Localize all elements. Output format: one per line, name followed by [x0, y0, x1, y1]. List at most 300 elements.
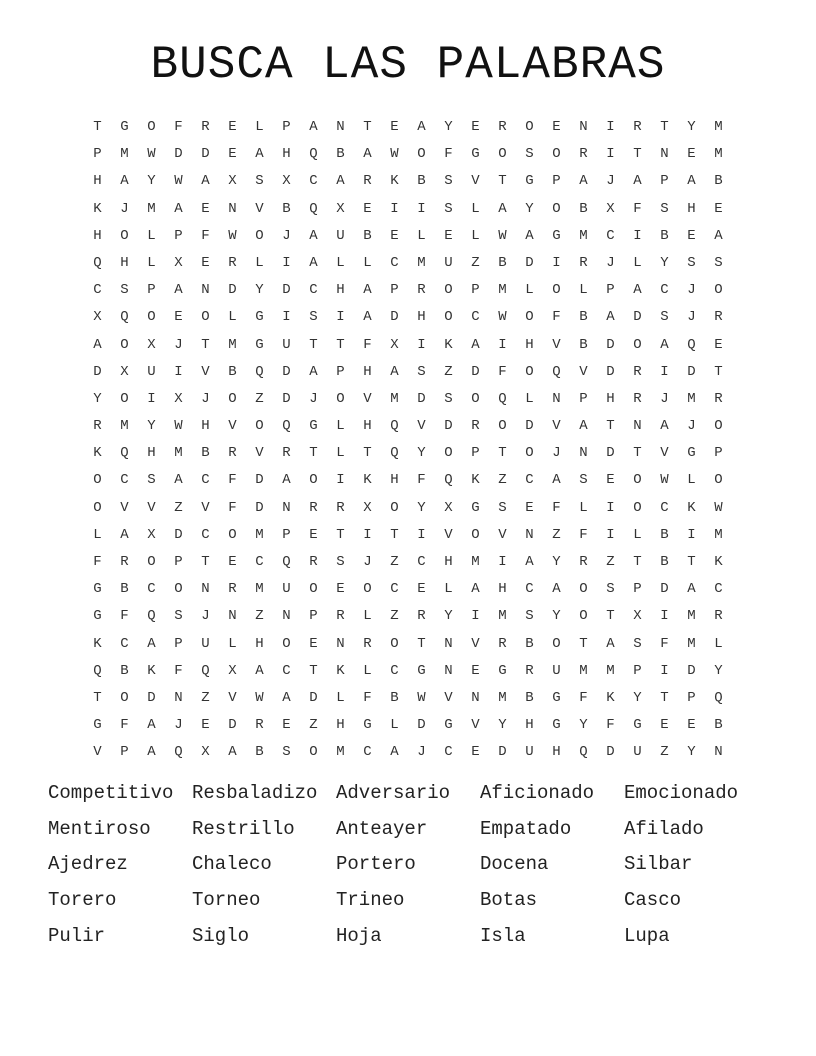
grid-letter: O — [444, 445, 453, 462]
grid-letter: I — [498, 336, 507, 353]
grid-letter: H — [525, 336, 534, 353]
grid-letter: M — [471, 554, 480, 570]
grid-letter: T — [309, 662, 318, 679]
grid-letter: L — [525, 282, 534, 299]
grid-letter: S — [525, 146, 534, 163]
word-item: Portero — [336, 853, 416, 876]
grid-letter: V — [201, 363, 210, 380]
grid-letter: O — [498, 418, 507, 435]
grid-letter: K — [444, 336, 453, 353]
grid-letter: L — [147, 254, 156, 271]
grid-letter: Q — [309, 146, 318, 163]
grid-letter: P — [120, 744, 129, 761]
grid-letter: X — [363, 499, 372, 516]
grid-letter: T — [579, 635, 588, 652]
grid-letter: V — [552, 336, 561, 353]
grid-letter: U — [633, 744, 642, 761]
grid-letter: S — [309, 309, 318, 326]
grid-letter: P — [552, 173, 561, 190]
grid-letter: O — [633, 336, 642, 353]
grid-row — [84, 359, 732, 386]
grid-letter: O — [552, 200, 561, 217]
grid-letter: W — [255, 689, 264, 706]
grid-letter: O — [228, 390, 237, 407]
grid-letter: S — [282, 744, 291, 761]
grid-letter: H — [390, 472, 399, 489]
grid-letter: E — [525, 499, 534, 516]
grid-letter: S — [498, 499, 507, 516]
grid-letter: R — [471, 418, 480, 435]
grid-letter: A — [471, 336, 480, 353]
grid-letter: O — [525, 445, 534, 462]
grid-letter: I — [174, 363, 183, 380]
grid-letter: A — [660, 336, 669, 353]
grid-letter: W — [228, 227, 237, 244]
grid-letter: R — [633, 119, 642, 135]
grid-letter: A — [147, 717, 156, 734]
grid-letter: R — [228, 445, 237, 462]
grid-letter: V — [255, 200, 264, 217]
grid-letter: I — [606, 499, 615, 516]
grid-letter: E — [228, 146, 237, 163]
grid-letter: P — [147, 282, 156, 299]
grid-letter: Y — [498, 717, 507, 734]
grid-letter: O — [201, 309, 210, 326]
grid-letter: V — [579, 363, 588, 380]
grid-letter: D — [282, 363, 291, 380]
grid-letter: L — [579, 282, 588, 299]
grid-letter: G — [498, 662, 507, 679]
grid-letter: E — [714, 336, 723, 353]
grid-row — [84, 114, 732, 141]
grid-letter: I — [471, 608, 480, 625]
grid-letter: N — [660, 146, 669, 163]
grid-letter: E — [201, 254, 210, 271]
word-item: Empatado — [480, 817, 572, 840]
grid-letter: L — [255, 119, 264, 135]
grid-letter: B — [390, 689, 399, 706]
grid-letter: D — [687, 363, 696, 380]
grid-letter: A — [714, 227, 723, 244]
grid-letter: A — [174, 200, 183, 217]
word-item: Afilado — [624, 817, 704, 840]
grid-letter: L — [363, 662, 372, 679]
grid-letter: W — [498, 227, 507, 244]
grid-letter: D — [687, 662, 696, 679]
grid-letter: X — [147, 526, 156, 543]
grid-row — [84, 495, 732, 522]
grid-letter: Y — [417, 499, 426, 516]
grid-letter: B — [660, 526, 669, 543]
grid-letter: D — [228, 282, 237, 299]
grid-letter: U — [552, 662, 561, 679]
grid-letter: W — [174, 173, 183, 190]
grid-letter: N — [444, 662, 453, 679]
grid-row — [84, 631, 732, 658]
grid-letter: J — [309, 390, 318, 407]
grid-letter: C — [660, 282, 669, 299]
grid-letter: Q — [390, 445, 399, 462]
grid-letter: B — [714, 173, 723, 190]
grid-letter: H — [282, 146, 291, 163]
grid-letter: O — [633, 499, 642, 516]
grid-letter: M — [687, 635, 696, 652]
grid-letter: R — [282, 445, 291, 462]
grid-letter: O — [579, 608, 588, 625]
grid-letter: A — [687, 581, 696, 598]
grid-letter: J — [606, 173, 615, 190]
grid-letter: I — [660, 363, 669, 380]
grid-letter: Y — [714, 662, 723, 679]
grid-letter: U — [282, 581, 291, 598]
grid-letter: L — [714, 635, 723, 652]
grid-letter: R — [498, 635, 507, 652]
grid-letter: K — [687, 499, 696, 516]
grid-letter: A — [552, 581, 561, 598]
grid-letter: G — [525, 173, 534, 190]
grid-letter: G — [93, 581, 102, 598]
grid-letter: C — [390, 662, 399, 679]
grid-letter: N — [471, 689, 480, 706]
grid-letter: L — [255, 254, 264, 271]
grid-letter: C — [282, 662, 291, 679]
grid-letter: H — [363, 363, 372, 380]
grid-letter: T — [687, 554, 696, 570]
grid-letter: X — [201, 744, 210, 761]
grid-letter: O — [120, 689, 129, 706]
grid-letter: K — [363, 472, 372, 489]
grid-letter: O — [552, 635, 561, 652]
grid-letter: S — [174, 608, 183, 625]
grid-letter: E — [309, 635, 318, 652]
grid-letter: S — [444, 200, 453, 217]
grid-letter: E — [174, 309, 183, 326]
grid-row — [84, 603, 732, 630]
grid-letter: K — [714, 554, 723, 570]
grid-letter: V — [120, 499, 129, 516]
grid-letter: K — [471, 472, 480, 489]
grid-letter: E — [201, 717, 210, 734]
grid-letter: V — [660, 445, 669, 462]
grid-letter: B — [228, 363, 237, 380]
grid-row — [84, 250, 732, 277]
grid-letter: X — [93, 309, 102, 326]
grid-letter: H — [147, 445, 156, 462]
grid-letter: B — [120, 581, 129, 598]
grid-letter: E — [606, 472, 615, 489]
grid-letter: R — [714, 309, 723, 326]
grid-letter: D — [282, 390, 291, 407]
grid-row — [84, 549, 732, 576]
grid-letter: N — [525, 526, 534, 543]
grid-letter: M — [174, 445, 183, 462]
grid-letter: O — [444, 309, 453, 326]
grid-letter: P — [687, 689, 696, 706]
grid-letter: R — [228, 581, 237, 598]
grid-letter: P — [471, 282, 480, 299]
grid-letter: X — [120, 363, 129, 380]
grid-letter: G — [417, 662, 426, 679]
grid-letter: Q — [174, 744, 183, 761]
grid-letter: H — [201, 418, 210, 435]
grid-letter: N — [336, 119, 345, 135]
grid-letter: P — [579, 390, 588, 407]
grid-letter: Z — [471, 254, 480, 271]
grid-letter: C — [525, 581, 534, 598]
grid-letter: C — [363, 744, 372, 761]
grid-letter: Z — [390, 554, 399, 570]
grid-letter: K — [93, 200, 102, 217]
grid-letter: M — [498, 689, 507, 706]
grid-letter: O — [525, 363, 534, 380]
grid-letter: B — [660, 554, 669, 570]
grid-letter: R — [579, 254, 588, 271]
grid-letter: I — [282, 309, 291, 326]
grid-letter: G — [687, 445, 696, 462]
grid-letter: L — [336, 689, 345, 706]
grid-letter: T — [201, 554, 210, 570]
grid-letter: R — [714, 608, 723, 625]
grid-letter: S — [633, 635, 642, 652]
grid-letter: O — [147, 119, 156, 135]
word-item: Torero — [48, 889, 117, 912]
grid-letter: T — [309, 445, 318, 462]
grid-letter: D — [417, 390, 426, 407]
grid-letter: G — [255, 309, 264, 326]
grid-letter: X — [606, 200, 615, 217]
grid-letter: K — [390, 173, 399, 190]
grid-letter: L — [336, 418, 345, 435]
grid-letter: D — [255, 499, 264, 516]
grid-letter: S — [579, 472, 588, 489]
word-item: Isla — [480, 924, 526, 947]
grid-letter: O — [714, 472, 723, 489]
grid-letter: Q — [120, 445, 129, 462]
grid-letter: Y — [417, 445, 426, 462]
grid-letter: V — [255, 445, 264, 462]
grid-letter: J — [363, 554, 372, 570]
grid-letter: C — [255, 554, 264, 570]
grid-letter: M — [390, 390, 399, 407]
grid-letter: S — [444, 390, 453, 407]
grid-letter: H — [552, 744, 561, 761]
grid-letter: O — [255, 227, 264, 244]
grid-letter: M — [120, 418, 129, 435]
page-title: BUSCA LAS PALABRAS — [150, 39, 666, 91]
grid-letter: Y — [444, 119, 453, 135]
grid-row — [84, 277, 732, 304]
grid-letter: N — [444, 635, 453, 652]
grid-letter: O — [93, 499, 102, 516]
grid-letter: W — [714, 499, 723, 516]
grid-letter: A — [525, 554, 534, 570]
grid-letter: E — [687, 146, 696, 163]
grid-letter: Q — [255, 363, 264, 380]
word-row — [48, 923, 788, 959]
grid-letter: E — [417, 581, 426, 598]
grid-letter: O — [120, 227, 129, 244]
grid-letter: D — [390, 309, 399, 326]
grid-letter: D — [633, 309, 642, 326]
grid-letter: B — [579, 336, 588, 353]
grid-letter: O — [552, 282, 561, 299]
grid-letter: C — [93, 282, 102, 299]
grid-letter: R — [525, 662, 534, 679]
grid-letter: M — [714, 146, 723, 163]
grid-letter: Q — [309, 200, 318, 217]
grid-letter: B — [714, 717, 723, 734]
grid-letter: A — [552, 472, 561, 489]
grid-letter: R — [336, 499, 345, 516]
grid-letter: Z — [606, 554, 615, 570]
grid-letter: M — [714, 119, 723, 135]
grid-letter: A — [633, 282, 642, 299]
grid-letter: A — [147, 635, 156, 652]
grid-letter: Z — [255, 390, 264, 407]
grid-letter: Y — [525, 200, 534, 217]
grid-letter: P — [282, 119, 291, 135]
grid-letter: D — [93, 363, 102, 380]
grid-letter: I — [417, 200, 426, 217]
grid-letter: S — [147, 472, 156, 489]
grid-letter: S — [336, 554, 345, 570]
grid-row — [84, 196, 732, 223]
grid-letter: T — [633, 445, 642, 462]
grid-letter: A — [309, 227, 318, 244]
grid-letter: R — [579, 146, 588, 163]
word-item: Emocionado — [624, 782, 739, 804]
grid-letter: A — [309, 254, 318, 271]
grid-letter: C — [309, 282, 318, 299]
grid-letter: A — [606, 309, 615, 326]
grid-letter: A — [282, 689, 291, 706]
word-row — [48, 780, 788, 816]
grid-letter: R — [309, 499, 318, 516]
grid-letter: X — [444, 499, 453, 516]
grid-letter: E — [471, 662, 480, 679]
grid-letter: E — [714, 200, 723, 217]
grid-letter: O — [417, 146, 426, 163]
grid-letter: H — [255, 635, 264, 652]
grid-letter: J — [417, 744, 426, 761]
grid-letter: M — [498, 282, 507, 299]
grid-letter: A — [282, 472, 291, 489]
grid-letter: D — [282, 282, 291, 299]
grid-letter: P — [336, 363, 345, 380]
grid-letter: N — [228, 608, 237, 625]
grid-letter: Y — [552, 554, 561, 570]
grid-letter: U — [336, 227, 345, 244]
grid-row — [84, 739, 732, 766]
grid-letter: Y — [552, 608, 561, 625]
grid-letter: W — [390, 146, 399, 163]
grid-letter: I — [336, 309, 345, 326]
grid-letter: W — [174, 418, 183, 435]
grid-letter: B — [417, 173, 426, 190]
grid-letter: U — [147, 363, 156, 380]
grid-letter: G — [309, 418, 318, 435]
grid-letter: R — [714, 390, 723, 407]
grid-letter: L — [444, 581, 453, 598]
grid-letter: S — [120, 282, 129, 299]
grid-letter: H — [417, 309, 426, 326]
grid-letter: U — [444, 254, 453, 271]
grid-letter: O — [471, 390, 480, 407]
word-item: Resbaladizo — [192, 782, 318, 804]
word-item: Botas — [480, 889, 538, 912]
grid-letter: L — [93, 526, 102, 543]
grid-letter: J — [174, 336, 183, 353]
grid-letter: I — [633, 227, 642, 244]
grid-letter: L — [228, 635, 237, 652]
grid-letter: E — [228, 554, 237, 570]
grid-letter: D — [228, 717, 237, 734]
grid-letter: E — [552, 119, 561, 135]
grid-letter: A — [633, 173, 642, 190]
grid-letter: O — [498, 146, 507, 163]
word-item: Docena — [480, 853, 549, 876]
grid-letter: V — [552, 418, 561, 435]
grid-letter: E — [228, 119, 237, 135]
grid-letter: B — [579, 309, 588, 326]
grid-letter: J — [174, 717, 183, 734]
grid-letter: O — [363, 581, 372, 598]
grid-row — [84, 440, 732, 467]
grid-letter: P — [714, 445, 723, 462]
grid-letter: A — [363, 282, 372, 299]
grid-letter: Q — [714, 689, 723, 706]
grid-letter: J — [552, 445, 561, 462]
grid-letter: E — [363, 200, 372, 217]
grid-letter: D — [498, 744, 507, 761]
grid-letter: E — [336, 581, 345, 598]
grid-letter: J — [660, 390, 669, 407]
grid-letter: D — [525, 254, 534, 271]
grid-letter: Y — [147, 173, 156, 190]
grid-letter: R — [633, 390, 642, 407]
grid-letter: O — [714, 418, 723, 435]
grid-letter: V — [471, 717, 480, 734]
grid-letter: T — [309, 336, 318, 353]
grid-letter: A — [147, 744, 156, 761]
grid-letter: O — [282, 635, 291, 652]
grid-letter: M — [228, 336, 237, 353]
grid-letter: C — [660, 499, 669, 516]
grid-letter: R — [417, 282, 426, 299]
grid-letter: O — [525, 309, 534, 326]
grid-row — [84, 658, 732, 685]
grid-letter: P — [93, 146, 102, 163]
grid-letter: Q — [93, 662, 102, 679]
grid-letter: K — [147, 662, 156, 679]
grid-letter: B — [336, 146, 345, 163]
grid-letter: T — [660, 119, 669, 135]
grid-letter: A — [660, 418, 669, 435]
grid-letter: I — [606, 119, 615, 135]
word-item: Anteayer — [336, 817, 428, 840]
grid-letter: W — [660, 472, 669, 489]
word-item: Pulir — [48, 924, 106, 947]
grid-letter: F — [201, 227, 210, 244]
grid-letter: H — [687, 200, 696, 217]
grid-letter: E — [444, 227, 453, 244]
grid-letter: O — [147, 554, 156, 570]
grid-letter: O — [390, 635, 399, 652]
grid-letter: V — [444, 689, 453, 706]
grid-letter: Z — [552, 526, 561, 543]
grid-letter: S — [660, 309, 669, 326]
grid-letter: Q — [579, 744, 588, 761]
